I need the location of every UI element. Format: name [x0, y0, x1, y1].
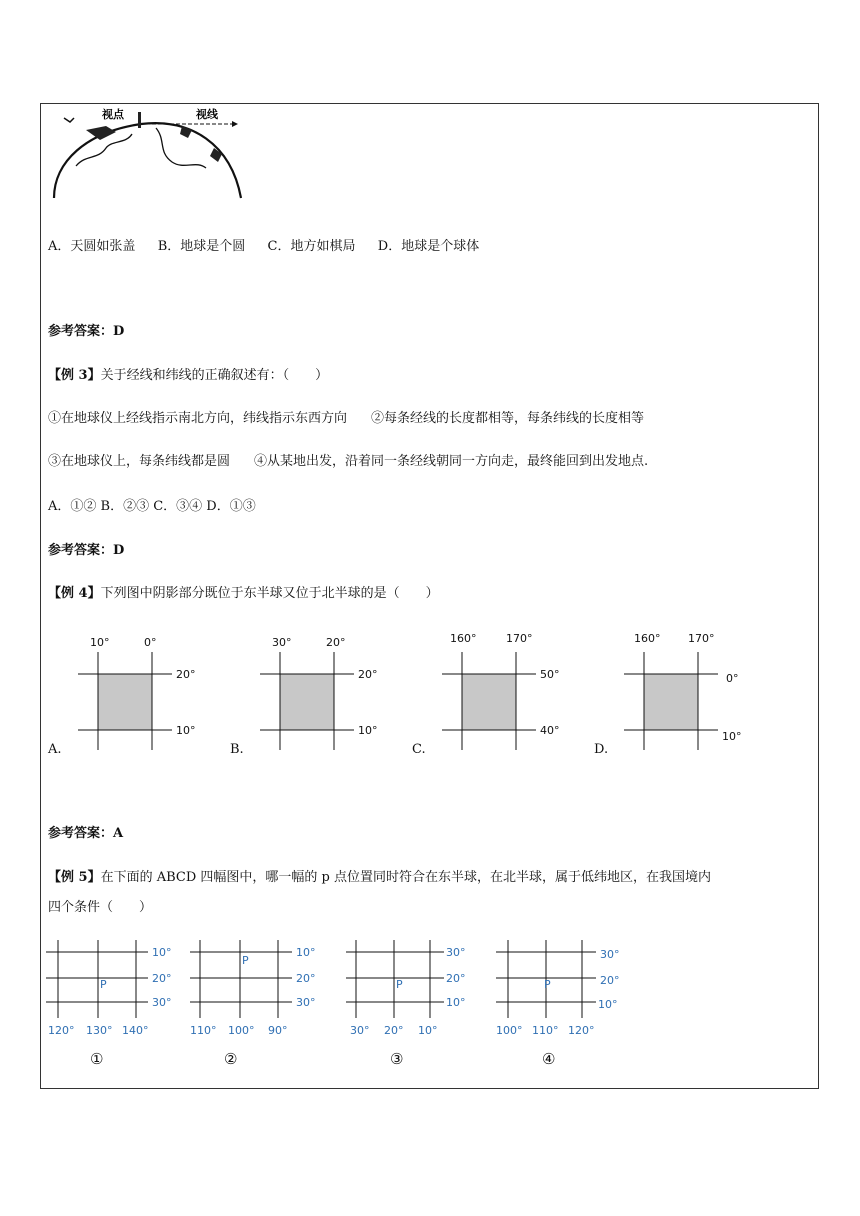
q2-options	[48, 239, 479, 255]
q3-statement-1: ①在地球仪上经线指示南北方向，纬线指示东西方向	[48, 411, 348, 426]
q4-diagram-b-letter: B.	[230, 742, 244, 757]
lon-label-right: 0°	[144, 636, 157, 649]
lat-label-3: 30°	[152, 996, 172, 1009]
q2-option-d: D．地球是个球体	[377, 239, 480, 254]
lon-label-3: 120°	[568, 1024, 595, 1037]
q5-grid-3	[346, 940, 496, 1070]
q4-diagram-a-letter: A.	[48, 742, 62, 757]
q2-option-a: A．天圆如张盖	[48, 239, 136, 254]
q3-statements-line2	[48, 454, 648, 470]
q5-stem-line1	[48, 870, 711, 886]
q3-statement-3: ③在地球仪上，每条纬线都是圆	[48, 454, 231, 469]
q3-options: A．①② B．②③ C．③④ D．①③	[48, 499, 256, 514]
q5-stem-line2: 四个条件（ ）	[48, 900, 153, 915]
lat-label-top: 0°	[726, 672, 739, 685]
viewpoint-label: 视点	[102, 108, 124, 121]
lon-label-2: 100°	[228, 1024, 255, 1037]
lat-label-bottom: 10°	[722, 730, 742, 743]
lon-label-3: 90°	[268, 1024, 288, 1037]
q2-option-b: B．地球是个圆	[157, 239, 246, 254]
lat-label-1: 10°	[296, 946, 316, 959]
earth-curvature-illustration	[46, 104, 246, 200]
lon-label-left: 160°	[634, 632, 661, 645]
lat-label-bottom: 40°	[540, 724, 560, 737]
q3-tag: 【例 3】	[48, 368, 101, 383]
lat-label-2: 20°	[152, 972, 172, 985]
lat-label-1: 10°	[152, 946, 172, 959]
q3-statement-4: ④从某地出发，沿着同一条经线朝同一方向走，最终能回到出发地点.	[254, 454, 649, 469]
grid-number: ③	[390, 1050, 404, 1068]
lat-label-3: 10°	[446, 996, 466, 1009]
lon-label-left: 30°	[272, 636, 292, 649]
lat-label-3: 10°	[598, 998, 618, 1011]
lon-label-left: 160°	[450, 632, 477, 645]
lon-label-right: 170°	[688, 632, 715, 645]
point-p: P	[100, 978, 107, 991]
lat-label-top: 50°	[540, 668, 560, 681]
grid-number: ②	[224, 1050, 238, 1068]
lat-label-1: 30°	[446, 946, 466, 959]
q2-option-c: C．地方如棋局	[267, 239, 356, 254]
lon-label-2: 110°	[532, 1024, 559, 1037]
lon-label-1: 110°	[190, 1024, 217, 1037]
q4-diagram-c-letter: C.	[412, 742, 426, 757]
point-p: P	[242, 954, 249, 967]
lon-label-right: 170°	[506, 632, 533, 645]
lon-label-1: 100°	[496, 1024, 523, 1037]
lon-label-3: 140°	[122, 1024, 149, 1037]
grid-number: ④	[542, 1050, 556, 1068]
q4-tag: 【例 4】	[48, 586, 101, 601]
q4-diagram-d-letter: D.	[594, 742, 609, 757]
q4-diagram-a	[70, 630, 220, 754]
lon-label-left: 10°	[90, 636, 110, 649]
sightline-label: 视线	[196, 108, 218, 121]
lat-label-1: 30°	[600, 948, 620, 961]
q4-diagram-b	[252, 630, 402, 754]
q4-answer: 参考答案：A	[48, 826, 124, 841]
q4-diagram-d	[616, 630, 766, 754]
shaded-region	[280, 674, 334, 730]
q3-stem-text: 关于经线和纬线的正确叙述有：（ ）	[100, 368, 329, 383]
q3-statement-2: ②每条经线的长度都相等，每条纬线的长度相等	[371, 411, 645, 426]
q3-stem	[48, 368, 328, 384]
q5-grid-2	[190, 940, 340, 1070]
lat-label-bottom: 10°	[176, 724, 196, 737]
lon-label-3: 10°	[418, 1024, 438, 1037]
q5-grid-1	[46, 940, 196, 1070]
q3-statements-line1	[48, 411, 644, 427]
q3-answer: 参考答案：D	[48, 543, 125, 558]
point-p: P	[544, 978, 551, 991]
lon-label-1: 120°	[48, 1024, 75, 1037]
grid-number: ①	[90, 1050, 104, 1068]
lat-label-2: 20°	[446, 972, 466, 985]
lat-label-bottom: 10°	[358, 724, 378, 737]
lat-label-2: 20°	[600, 974, 620, 987]
q5-stem-text: 在下面的 ABCD 四幅图中，哪一幅的 p 点位置同时符合在东半球，在北半球，属于低纬地区，在我国境内	[100, 870, 711, 885]
lon-label-2: 130°	[86, 1024, 113, 1037]
lon-label-2: 20°	[384, 1024, 404, 1037]
shaded-region	[462, 674, 516, 730]
lon-label-right: 20°	[326, 636, 346, 649]
q5-tag: 【例 5】	[48, 870, 101, 885]
q4-stem	[48, 586, 439, 602]
lon-label-1: 30°	[350, 1024, 370, 1037]
q5-grid-4	[496, 940, 646, 1070]
q4-diagram-c	[434, 630, 584, 754]
q4-stem-text: 下列图中阴影部分既位于东半球又位于北半球的是（ ）	[100, 586, 439, 601]
lat-label-3: 30°	[296, 996, 316, 1009]
lat-label-2: 20°	[296, 972, 316, 985]
q2-answer: 参考答案：D	[48, 324, 125, 339]
lat-label-top: 20°	[358, 668, 378, 681]
lat-label-top: 20°	[176, 668, 196, 681]
shaded-region	[644, 674, 698, 730]
shaded-region	[98, 674, 152, 730]
point-p: P	[396, 978, 403, 991]
